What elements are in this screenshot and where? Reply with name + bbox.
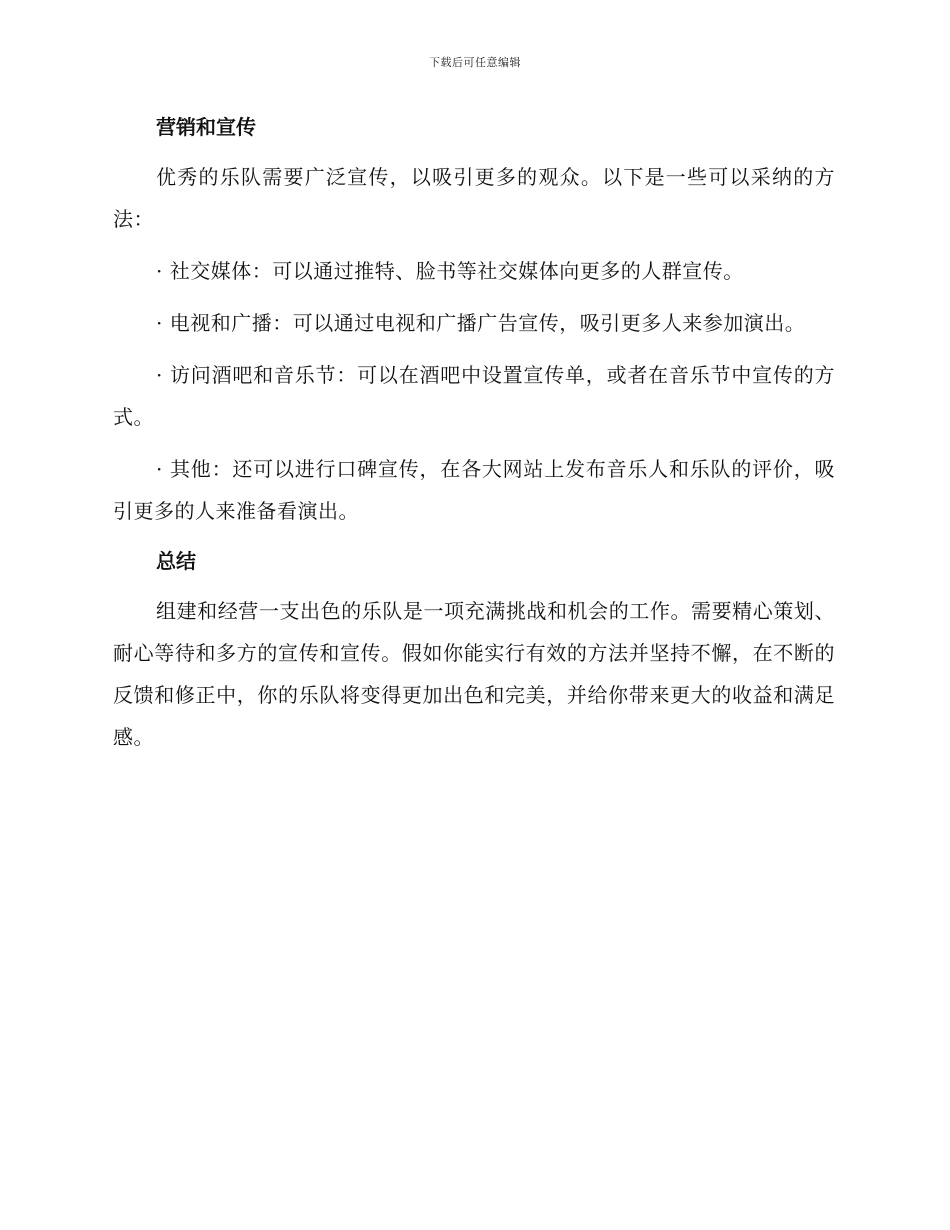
section-heading-marketing: 营销和宣传 — [156, 115, 256, 139]
bullet-item-social-media: · 社交媒体：可以通过推特、脸书等社交媒体向更多的人群宣传。 — [156, 259, 744, 283]
bullet-item-bars-festivals: · 访问酒吧和音乐节：可以在酒吧中设置宣传单，或者在音乐节中宣传的方式。 — [113, 363, 835, 429]
bullet-item-other: · 其他：还可以进行口碑宣传，在各大网站上发布音乐人和乐队的评价，吸引更多的人来准备看演出。 — [113, 457, 835, 523]
section-heading-summary: 总结 — [156, 549, 196, 573]
intro-paragraph: 优秀的乐队需要广泛宣传，以吸引更多的观众。以下是一些可以采纳的方法： — [113, 165, 835, 231]
document-content — [113, 108, 835, 758]
bullet-item-tv-radio: · 电视和广播：可以通过电视和广播广告宣传，吸引更多人来参加演出。 — [156, 311, 806, 335]
header-note: 下载后可任意编辑 — [429, 56, 521, 69]
summary-paragraph: 组建和经营一支出色的乐队是一项充满挑战和机会的工作。需要精心策划、耐心等待和多方的宣传和宣传。假如你能实行有效的方法并坚持不懈，在不断的反馈和修正中，你的乐队将变得更加出色和完美，并给你带来更大的收益和满足感。 — [113, 599, 835, 749]
